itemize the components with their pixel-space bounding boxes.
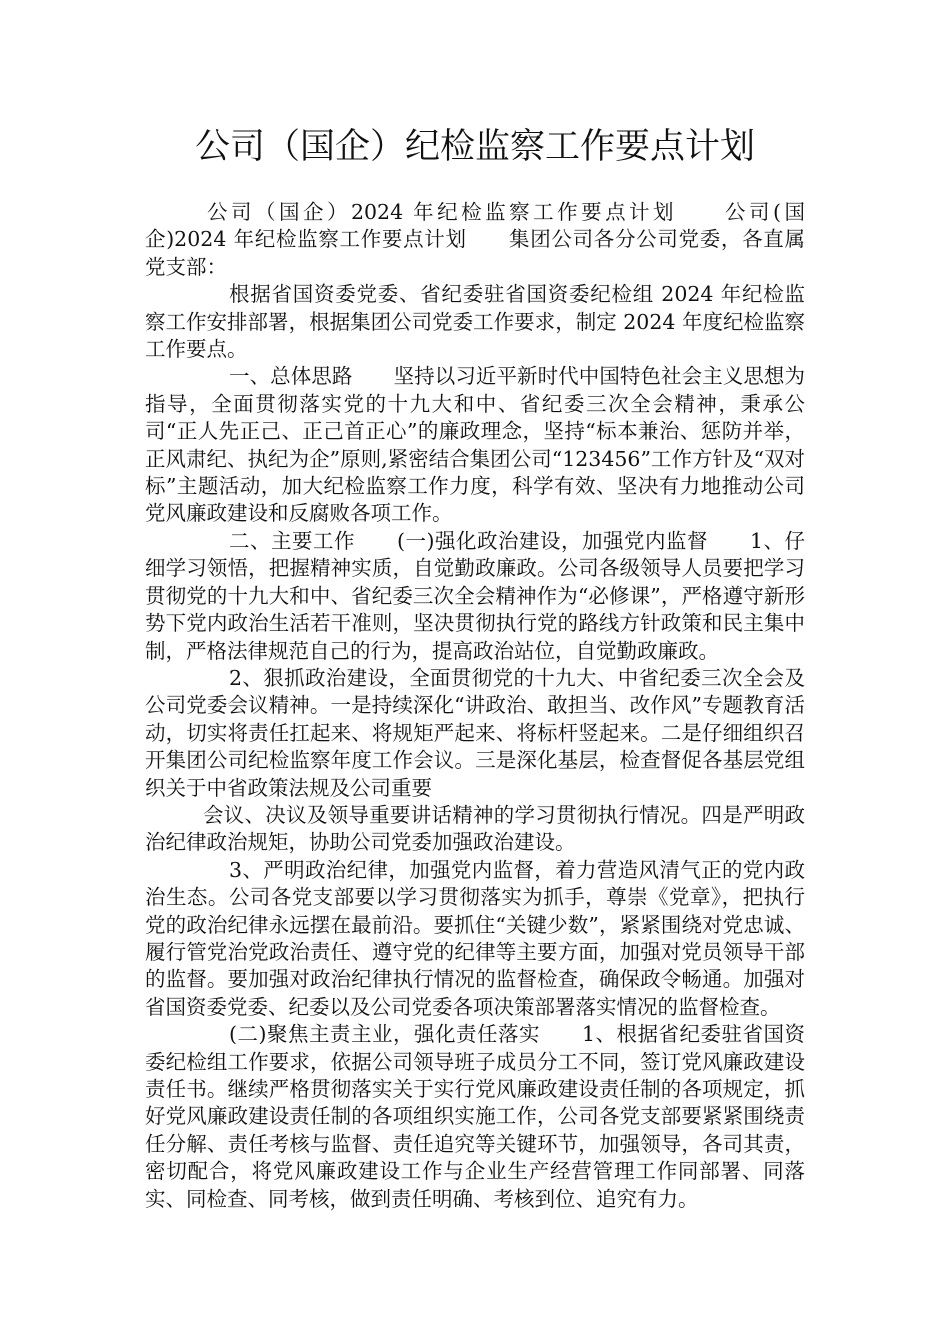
paragraph-responsibility: (二)聚焦主责主业，强化责任落实 1、根据省纪委驻省国资委纪检组工作要求，依据公司领导班子成员分工不同，签订党风廉政建设责任书。继续严格贯彻落实关于实行党风廉政建设责任制的各项规定，抓好党风廉政建设责任制的各项组织实施工作，公司各党支部要紧紧围绕责任分解、责任考核与监督、责任追究等关键环节，加强领导，各司其责，密切配合，将党风廉政建设工作与企业生产经营管理工作同部署、同落实、同检查、同考核，做到责任明确、考核到位、追究有力。 <box>145 1022 805 1211</box>
paragraph-political-building-cont: 会议、决议及领导重要讲话精神的学习贯彻执行情况。四是严明政治纪律政治规矩，协助公司党委加强政治建设。 <box>145 802 805 855</box>
document-body <box>145 199 805 1213</box>
paragraph-political-building: 2、狠抓政治建设，全面贯彻党的十九大、中省纪委三次全会及公司党委会议精神。一是持续深化“讲政治、敢担当、改作风”专题教育活动，切实将责任扛起来、将规矩严起来、将标杆竖起来。二是仔细组织召开集团公司纪检监察年度工作会议。三是深化基层，检查督促各基层党组织关于中省政策法规及公司重要 <box>145 665 805 800</box>
paragraph-main-work: 二、主要工作 (一)强化政治建设，加强党内监督 1、仔细学习领悟，把握精神实质，自觉勤政廉政。公司各级领导人员要把学习贯彻党的十九大和中、省纪委三次全会精神作为“必修课”，严格遵守新形势下党内政治生活若干准则，坚决贯彻执行党的路线方针政策和民主集中制，严格法律规范自己的行为，提高政治站位，自觉勤政廉政。 <box>145 528 805 663</box>
paragraph-basis: 根据省国资委党委、省纪委驻省国资委纪检组 2024 年纪检监察工作安排部署，根据集团公司党委工作要求，制定 2024 年度纪检监察工作要点。 <box>145 282 805 362</box>
paragraph-overall-approach: 一、总体思路 坚持以习近平新时代中国特色社会主义思想为指导，全面贯彻落实党的十九大和中、省纪委三次全会精神，秉承公司“正人先正己、正己首正心”的廉政理念，坚持“标本兼治、惩防并举，正风肃纪、执纪为企”原则,紧密结合集团公司“123456”工作方针及“双对标”主题活动，加大纪检监察工作力度，科学有效、坚决有力地推动公司党风廉政建设和反腐败各项工作。 <box>145 364 805 526</box>
paragraph-political-discipline: 3、严明政治纪律，加强党内监督，着力营造风清气正的党内政治生态。公司各党支部要以学习贯彻落实为抓手，尊崇《党章》，把执行党的政治纪律永远摆在最前沿。要抓住“关键少数”，紧紧围绕对党忠诚、履行管党治党政治责任、遵守党的纪律等主要方面，加强对党员领导干部的监督。要加强对政治纪律执行情况的监督检查，确保政令畅通。加强对省国资委党委、纪委以及公司党委各项决策部署落实情况的监督检查。 <box>145 857 805 1019</box>
document-title: 公司（国企）纪检监察工作要点计划 <box>194 127 755 167</box>
paragraph-intro: 公司（国企）2024 年纪检监察工作要点计划 公司(国企)2024 年纪检监察工作要点计划 集团公司各分公司党委，各直属党支部： <box>145 200 805 279</box>
